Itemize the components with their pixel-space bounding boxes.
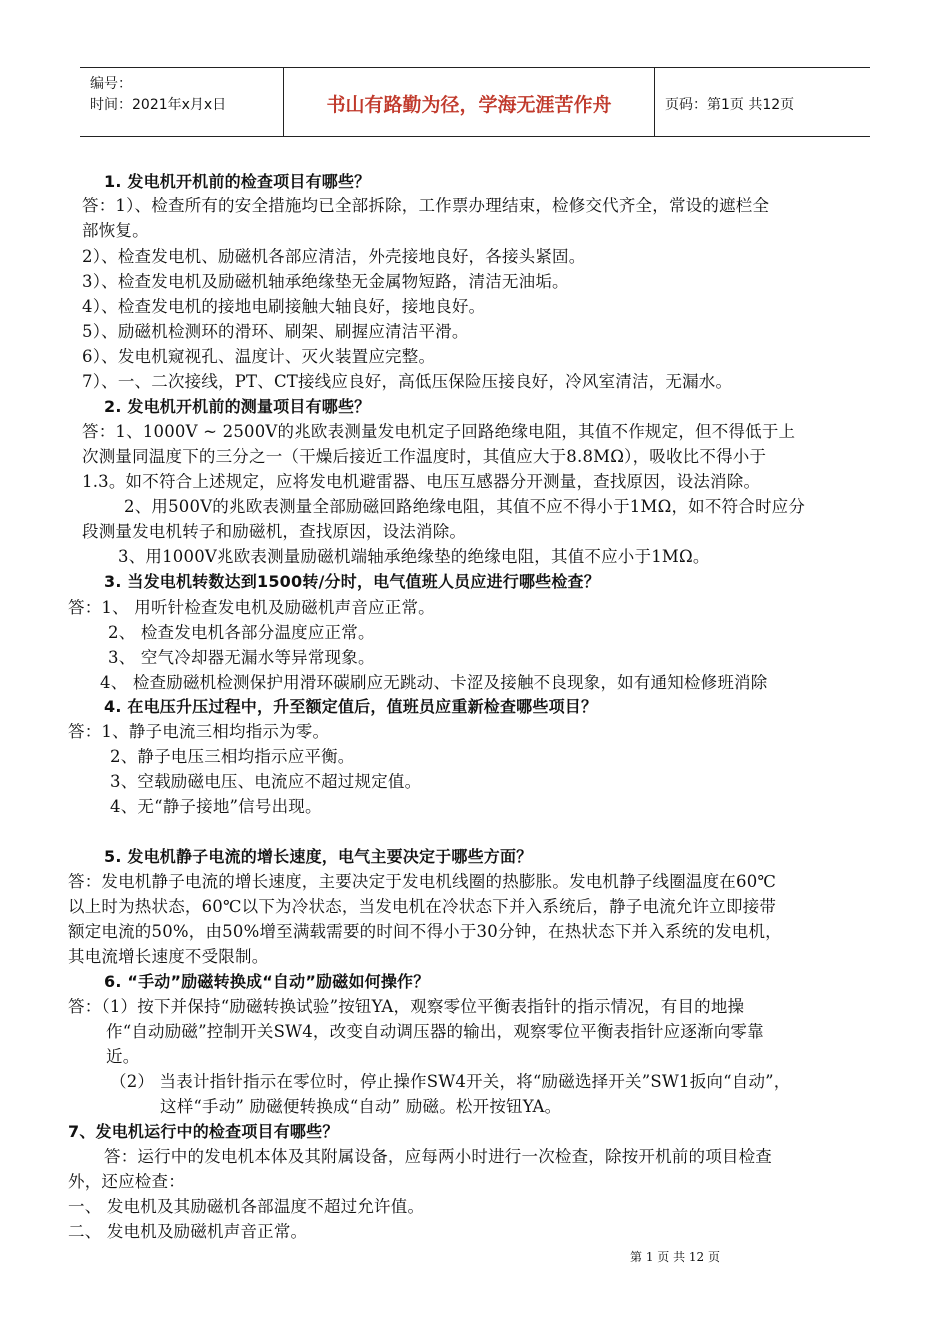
answer-line: 答：1、静子电流三相均指示为零。: [68, 722, 330, 741]
answer-line: 2）、检查发电机、励磁机各部应清洁，外壳接地良好，各接头紧固。: [82, 247, 586, 266]
question-7: 7、发电机运行中的检查项目有哪些？: [68, 1122, 339, 1141]
header-page-cell: [655, 68, 870, 136]
answer-line: 6）、发电机窥视孔、温度计、灭火装置应完整。: [82, 347, 436, 366]
answer-line: 3、用1000V兆欧表测量励磁机端轴承绝缘垫的绝缘电阻，其值不应小于1MΩ。: [118, 547, 710, 566]
answer-line: 一、 发电机及其励磁机各部温度不超过允许值。: [68, 1197, 425, 1216]
answer-line: 答：1、 用听针检查发电机及励磁机声音应正常。: [68, 598, 435, 617]
answer-line: 1.3。如不符合上述规定，应将发电机避雷器、电压互感器分开测量，查找原因，设法消除。: [82, 472, 761, 491]
serial-label: 编号：: [90, 76, 132, 92]
answer-line: 近。: [106, 1047, 140, 1066]
answer-line: 7）、一、二次接线，PT、CT接线应良好，高低压保险压接良好，冷风室清洁，无漏水。: [82, 372, 733, 391]
question-3: 3. 当发电机转数达到1500转/分时，电气值班人员应进行哪些检查？: [104, 572, 600, 591]
answer-line: 答：（1）按下并保持“励磁转换试验”按钮YA，观察零位平衡表指针的指示情况，有目的地操: [68, 997, 745, 1016]
answer-line: 4）、检查发电机的接地电刷接触大轴良好，接地良好。: [82, 297, 486, 316]
answer-line: 3）、检查发电机及励磁机轴承绝缘垫无金属物短路，清洁无油垢。: [82, 272, 569, 291]
date-label: 时间：2021年x月x日: [90, 97, 227, 113]
question-1: 1. 发电机开机前的检查项目有哪些？: [104, 172, 371, 191]
answer-line: 3、 空气冷却器无漏水等异常现象。: [108, 648, 375, 667]
answer-line: 答：1）、检查所有的安全措施均已全部拆除，工作票办理结束，检修交代齐全，常设的遮栏全: [82, 196, 770, 215]
answer-line: 答：运行中的发电机本体及其附属设备，应每两小时进行一次检查，除按开机前的项目检查: [104, 1147, 772, 1166]
header-info-cell: [80, 68, 284, 136]
answer-line: 额定电流的50%，由50%增至满载需要的时间不得小于30分钟，在热状态下并入系统的发电机，: [68, 922, 782, 941]
question-4: 4. 在电压升压过程中，升至额定值后，值班员应重新检查哪些项目？: [104, 697, 598, 716]
answer-line: 5）、励磁机检测环的滑环、刷架、刷握应清洁平滑。: [82, 322, 469, 341]
question-2: 2. 发电机开机前的测量项目有哪些？: [104, 397, 371, 416]
answer-line: 2、 检查发电机各部分温度应正常。: [108, 623, 375, 642]
answer-line: 外，还应检查：: [68, 1172, 185, 1191]
question-5: 5. 发电机静子电流的增长速度，电气主要决定于哪些方面？: [104, 847, 533, 866]
question-6: 6. “手动”励磁转换成“自动”励磁如何操作？: [104, 972, 430, 991]
answer-line: 2、用500V的兆欧表测量全部励磁回路绝缘电阻，其值不应不得小于1MΩ，如不符合时应分: [124, 497, 806, 516]
answer-line: 答：1、1000V ~ 2500V的兆欧表测量发电机定子回路绝缘电阻，其值不作规定，但不得低于上: [82, 422, 796, 441]
answer-line: 作“自动励磁”控制开关SW4，改变自动调压器的输出，观察零位平衡表指针应逐渐向零靠: [106, 1022, 764, 1041]
answer-line: 3、空载励磁电压、电流应不超过规定值。: [110, 772, 422, 791]
answer-line: 2、静子电压三相均指示应平衡。: [110, 747, 355, 766]
page-footer: 第 1 页 共 12 页: [630, 1250, 720, 1264]
answer-line: 4、无“静子接地”信号出现。: [110, 797, 322, 816]
answer-line: 4、 检查励磁机检测保护用滑环碳刷应无跳动、卡涩及接触不良现象，如有通知检修班消除: [100, 673, 768, 692]
header-motto-cell: [284, 68, 655, 136]
answer-line: 以上时为热状态，60℃以下为冷状态，当发电机在冷状态下并入系统后，静子电流允许立即接带: [68, 897, 777, 916]
answer-line: 这样“手动” 励磁便转换成“自动” 励磁。松开按钮YA。: [160, 1097, 562, 1116]
page-info: 页码：第1页 共12页: [665, 97, 795, 113]
answer-line: 段测量发电机转子和励磁机，查找原因，设法消除。: [82, 522, 467, 541]
answer-line: 其电流增长速度不受限制。: [68, 947, 269, 966]
answer-line: 部恢复。: [82, 221, 149, 240]
answer-line: 次测量同温度下的三分之一（干燥后接近工作温度时，其值应大于8.8MΩ），吸收比不得小于: [82, 447, 767, 466]
answer-line: 二、 发电机及励磁机声音正常。: [68, 1222, 308, 1241]
answer-line: （2） 当表计指针指示在零位时，停止操作SW4开关，将“励磁选择开关”SW1扳向“自动”，: [110, 1072, 791, 1091]
page-header: [80, 67, 870, 137]
answer-line: 答：发电机静子电流的增长速度，主要决定于发电机线圈的热膨胀。发电机静子线圈温度在60℃: [68, 872, 777, 891]
motto-text: 书山有路勤为径，学海无涯苦作舟: [326, 94, 612, 116]
